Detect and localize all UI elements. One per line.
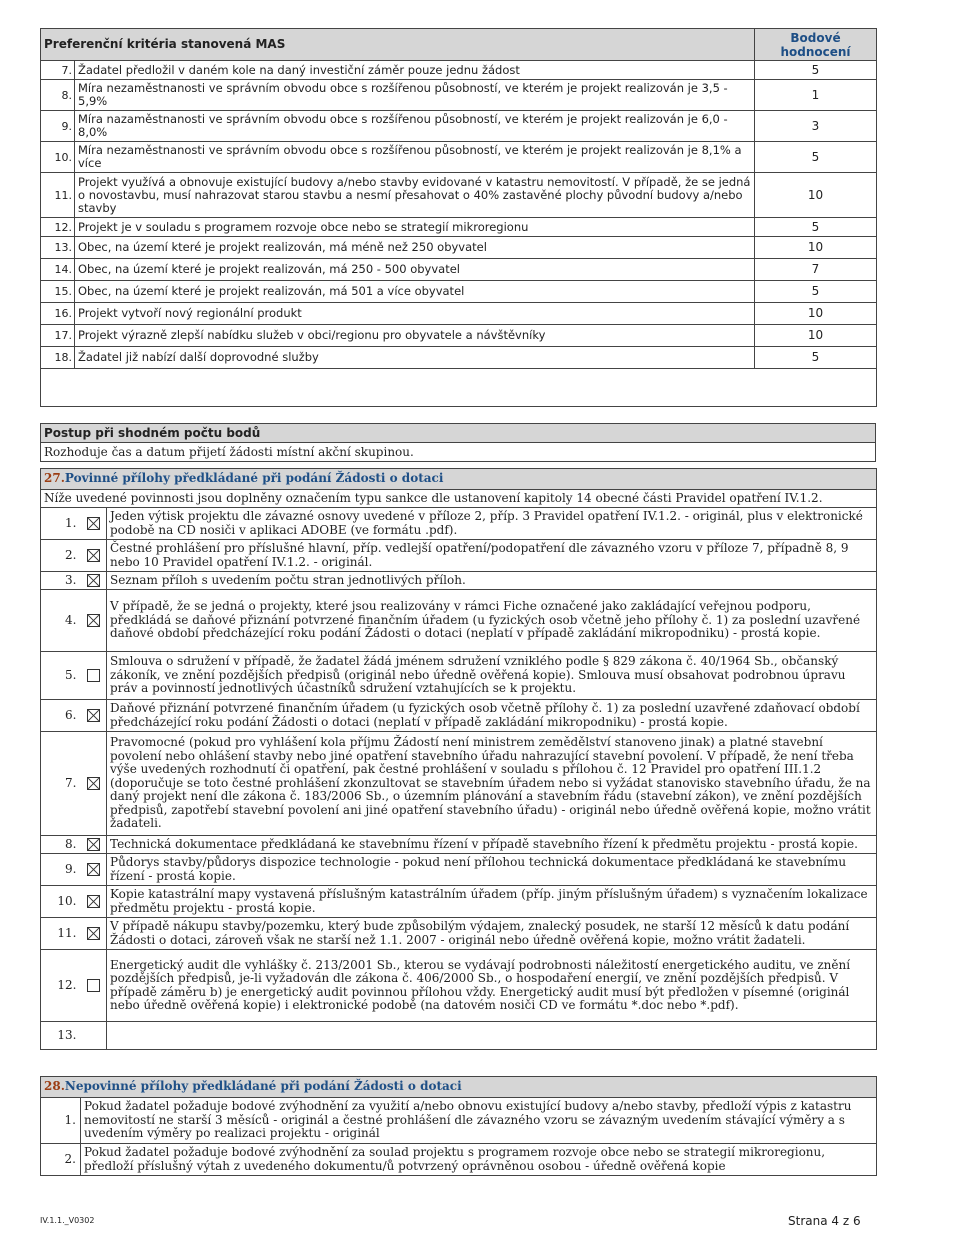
tie-break-text: Rozhoduje čas a datum přijetí žádosti místní akční skupinou.: [41, 443, 876, 462]
mandatory-attachments-table: [40, 468, 877, 1050]
criteria-row-num: 16.: [41, 303, 75, 325]
criteria-row-text: Míra nezaměstnanosti ve správním obvodu obce s rozšířenou působností, ve kterém je projekt realizován je 3,5 - 5,9%: [75, 80, 755, 111]
checkbox-checked[interactable]: [87, 517, 100, 530]
criteria-row-num: 7.: [41, 61, 75, 80]
criteria-table: [40, 28, 877, 407]
criteria-row-text: Míra nazaměstnanosti ve správním obvodu obce s rozšířenou působností, ve kterém je projekt realizován je 6,0 - 8,0%: [75, 111, 755, 142]
criteria-row-num: 15.: [41, 281, 75, 303]
criteria-row-points: 10: [755, 303, 877, 325]
checkbox-checked[interactable]: [87, 927, 100, 940]
optional-section-title-text: Nepovinné přílohy předkládané při podání Žádosti o dotaci: [64, 1079, 462, 1094]
attachment-num: 11.: [41, 918, 81, 950]
criteria-row-text: Projekt je v souladu s programem rozvoje obce nebo se strategií mikroregionu: [75, 218, 755, 237]
criteria-row-text: Projekt výrazně zlepší nabídku služeb v obci/regionu pro obyvatele a návštěvníky: [75, 325, 755, 347]
checkbox-checked[interactable]: [87, 895, 100, 908]
page-number: Strana 4 z 6: [788, 1214, 861, 1228]
criteria-row-text: Projekt vytvoří nový regionální produkt: [75, 303, 755, 325]
mandatory-section-title-text: Povinné přílohy předkládané při podání Žádosti o dotaci: [64, 471, 444, 486]
criteria-row-text: Projekt využívá a obnovuje existující budovy a/nebo stavby evidované v katastru nemovitostí. V případě, že se jedná o novostavbu, musí nahrazovat starou stavbu a nesmí přesahovat o 40% zastavěné plochy původní budovy a/nebo stavby: [75, 173, 755, 218]
optional-section-title: [41, 1077, 877, 1098]
tie-break-table: [40, 423, 876, 462]
attachment-num: 13.: [41, 1022, 81, 1050]
optional-num: 2.: [41, 1144, 81, 1176]
attachment-text-empty: [107, 1022, 877, 1050]
attachment-text: V případě nákupu stavby/pozemku, který bude způsobilým výdajem, znalecký posudek, ne starší 12 měsíců k datu podání Žádosti o dotaci, zároveň však ne starší než 1.1. 2007 - originál nebo úředně ověřená kopie, možno vrátit žadateli.: [107, 918, 877, 950]
attachment-num: 8.: [41, 836, 81, 854]
optional-num: 1.: [41, 1098, 81, 1144]
optional-section-number: 28.: [44, 1079, 65, 1094]
attachment-text: Smlouva o sdružení v případě, že žadatel žádá jménem sdružení vzniklého podle § 829 zákona č. 40/1964 Sb., občanský zákoník, ve znění pozdějších předpisů (originál nebo úředně ověřená kopie). Smlouva musí obsahovat podrobnou úpravu práv a povinností jednotlivých účastníků sdružení vztahujících se k projektu.: [107, 652, 877, 700]
criteria-row-num: 10.: [41, 142, 75, 173]
attachment-text: Energetický audit dle vyhlášky č. 213/2001 Sb., kterou se vydávají podrobnosti náležitostí energetického auditu, ve znění pozdějších předpisů, je-li vyžadován dle zákona č. 406/2000 Sb., o hospodaření energií, ve znění pozdějších předpisů. V případě záměru b) je energetický audit povinnou přílohou vždy. Energetický audit musí být předložen v písemné (originál nebo úředně ověřená kopie) i elektronické podobě (na datovém nosiči CD ve formátu *.doc nebo *.pdf).: [107, 950, 877, 1022]
attachment-num: 4.: [41, 590, 81, 652]
attachment-text: Půdorys stavby/půdorys dispozice technologie - pokud není přílohou technická dokumentace předkládaná ke stavebnímu řízení - prostá kopie.: [107, 854, 877, 886]
checkbox-checked[interactable]: [87, 574, 100, 587]
attachment-text: Technická dokumentace předkládaná ke stavebnímu řízení v případě stavebního řízení k předmětu projektu - prostá kopie.: [107, 836, 877, 854]
attachment-num: 6.: [41, 700, 81, 732]
optional-text: Pokud žadatel požaduje bodové zvýhodnění za využití a/nebo obnovu existující budovy a/nebo stavby, předloží výpis z katastru nemovitostí ne starší 3 měsíců - originál a čestné prohlášení dle závazného vzoru se závazným uvedením stávající výměry a s uvedením výměry po realizaci projektu - originál: [81, 1098, 877, 1144]
attachment-text: Kopie katastrální mapy vystavená příslušným katastrálním úřadem (příp. jiným příslušným úřadem) s vyznačením lokalizace předmětu projektu - prostá kopie.: [107, 886, 877, 918]
checkbox-checked[interactable]: [87, 549, 100, 562]
criteria-row-num: 17.: [41, 325, 75, 347]
criteria-row-points: 5: [755, 142, 877, 173]
criteria-row-points: 10: [755, 237, 877, 259]
criteria-row-points: 5: [755, 218, 877, 237]
document-code: IV.1.1._V0302: [40, 1216, 95, 1225]
criteria-row-points: 10: [755, 173, 877, 218]
attachment-text: Čestné prohlášení pro příslušné hlavní, příp. vedlejší opatření/podopatření dle závazného vzoru v příloze 7, případně 8, 9 nebo 10 Pravidel opatření IV.1.2. - originál.: [107, 540, 877, 572]
criteria-row-num: 9.: [41, 111, 75, 142]
checkbox-unchecked[interactable]: [87, 669, 100, 682]
criteria-row-points: 5: [755, 281, 877, 303]
criteria-row-text: Žadatel již nabízí další doprovodné služby: [75, 347, 755, 369]
criteria-row-num: 8.: [41, 80, 75, 111]
checkbox-checked[interactable]: [87, 709, 100, 722]
checkbox-checked[interactable]: [87, 614, 100, 627]
criteria-row-num: 12.: [41, 218, 75, 237]
attachment-num: 7.: [41, 732, 81, 836]
attachment-text: V případě, že se jedná o projekty, které jsou realizovány v rámci Fiche označené jako zakládající veřejnou podporu, předkládá se daňové přiznání potvrzené finančním úřadem (u fyzických osob včetně jeho přílohy č. 1) za poslední uzavřené daňové období předcházející roku podání Žádosti o dotaci (neplatí v případě zakládání mikropodniku) - prostá kopie.: [107, 590, 877, 652]
criteria-row-num: 11.: [41, 173, 75, 218]
criteria-row-points: 5: [755, 61, 877, 80]
criteria-row-points: 5: [755, 347, 877, 369]
optional-text: Pokud žadatel požaduje bodové zvýhodnění za soulad projektu s programem rozvoje obce nebo se strategií mikroregionu, předloží příslušný výtah z uvedeného dokumentu/ů potvrzený oprávněnou osobou - úředně ověřená kopie: [81, 1144, 877, 1176]
criteria-row-num: 18.: [41, 347, 75, 369]
criteria-header-title: Preferenční kritéria stanovená MAS: [41, 29, 755, 61]
criteria-row-text: Míra nezaměstnanosti ve správním obvodu obce s rozšířenou působností, ve kterém je projekt realizován je 8,1% a více: [75, 142, 755, 173]
criteria-header-points: Bodové hodnocení: [755, 29, 877, 61]
criteria-row-points: 7: [755, 259, 877, 281]
criteria-row-num: 13.: [41, 237, 75, 259]
criteria-row-text: Obec, na území které je projekt realizován, má 501 a více obyvatel: [75, 281, 755, 303]
checkbox-checked[interactable]: [87, 777, 100, 790]
criteria-row-points: 1: [755, 80, 877, 111]
criteria-empty-row: [41, 369, 877, 407]
tie-break-title: Postup při shodném počtu bodů: [41, 424, 876, 443]
mandatory-section-title: [41, 469, 877, 490]
checkbox-checked[interactable]: [87, 838, 100, 851]
attachment-text: Seznam příloh s uvedením počtu stran jednotlivých příloh.: [107, 572, 877, 590]
attachment-num: 5.: [41, 652, 81, 700]
attachment-num: 12.: [41, 950, 81, 1022]
attachment-num: 2.: [41, 540, 81, 572]
mandatory-intro: Níže uvedené povinnosti jsou doplněny označením typu sankce dle ustanovení kapitoly 14 obecné části Pravidel opatření IV.1.2.: [41, 490, 877, 508]
mandatory-section-number: 27.: [44, 471, 65, 486]
criteria-row-text: Obec, na území které je projekt realizován, má méně než 250 obyvatel: [75, 237, 755, 259]
attachment-text: Daňové přiznání potvrzené finančním úřadem (u fyzických osob včetně přílohy č. 1) za poslední uzavřené zdaňovací období předcházející roku podání Žádosti o dotaci (neplatí v případě zakládání mikropodniku) - prostá kopie.: [107, 700, 877, 732]
checkbox-unchecked[interactable]: [87, 979, 100, 992]
criteria-row-points: 3: [755, 111, 877, 142]
attachment-num: 9.: [41, 854, 81, 886]
checkbox-checked[interactable]: [87, 863, 100, 876]
attachment-text: Pravomocné (pokud pro vyhlášení kola příjmu Žádostí není ministrem zemědělství stanoveno jinak) a platné stavební povolení nebo ohlášení stavby nebo jiné opatření stavebního úřadu nahrazující stavební povolení. V případě, že není třeba výše uvedených rozhodnutí či opatření, pak čestné prohlášení v souladu s přílohou č. 12 Pravidel pro opatření III.1.2 (doporučuje se toto čestné prohlášení zkonzultovat se stavebním úřadem nebo si vyžádat stanovisko stavebního úřadu, že na daný projekt není dle zákona č. 183/2006 Sb., o územním plánování a stavebním řádu (stavební zákon), ve znění pozdějších předpisů, zapotřebí stavební povolení ani jiné opatření stavebního úřadu) - originál nebo úředně ověřená kopie, možno vrátit žadateli.: [107, 732, 877, 836]
criteria-row-points: 10: [755, 325, 877, 347]
attachment-text: Jeden výtisk projektu dle závazné osnovy uvedené v příloze 2, příp. 3 Pravidel opatření IV.1.2. - originál, plus v elektronické podobě na CD nosiči v aplikaci ADOBE (ve formátu .pdf).: [107, 508, 877, 540]
attachment-num: 10.: [41, 886, 81, 918]
criteria-row-num: 14.: [41, 259, 75, 281]
attachment-num: 3.: [41, 572, 81, 590]
attachment-num: 1.: [41, 508, 81, 540]
criteria-row-text: Žadatel předložil v daném kole na daný investiční záměr pouze jednu žádost: [75, 61, 755, 80]
criteria-row-text: Obec, na území které je projekt realizován, má 250 - 500 obyvatel: [75, 259, 755, 281]
optional-attachments-table: [40, 1076, 877, 1176]
